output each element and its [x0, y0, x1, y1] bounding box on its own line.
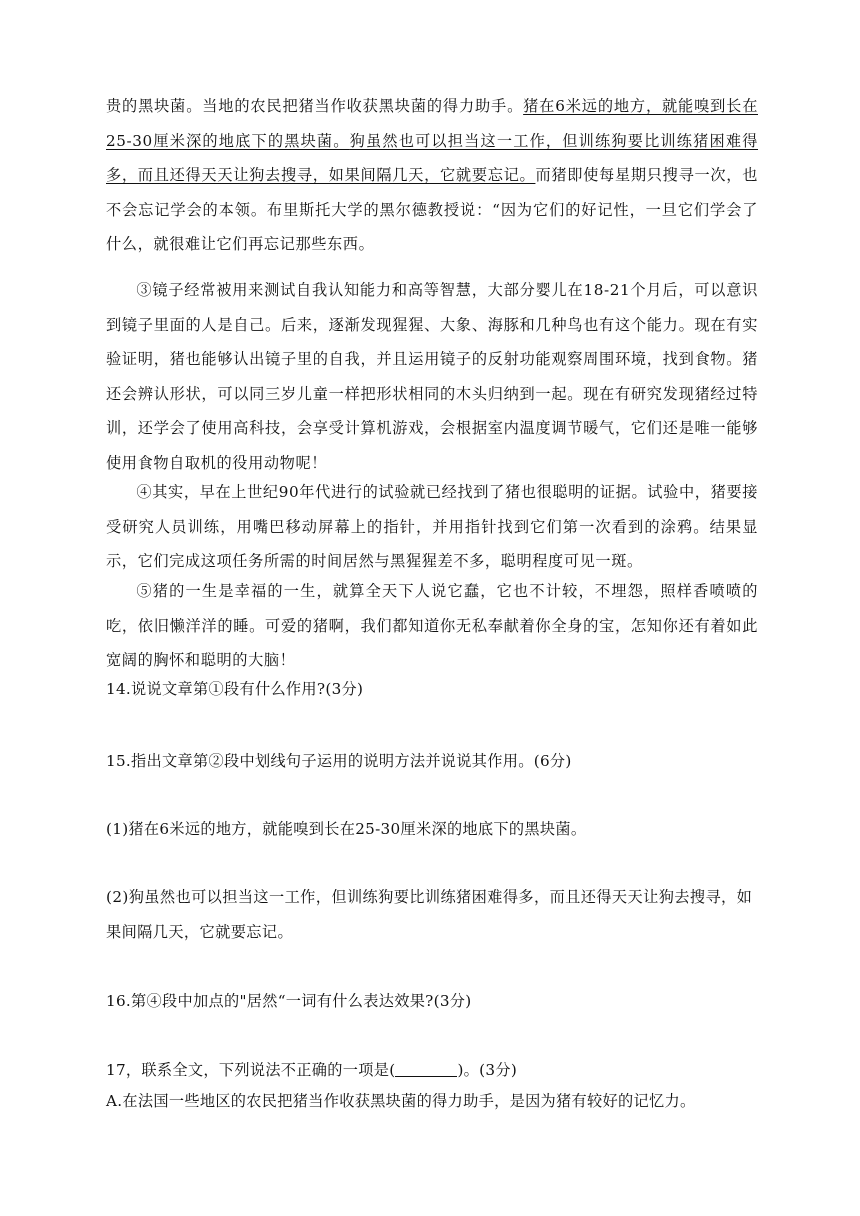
paragraph-4: ④其实，早在上世纪90年代进行的试验就已经找到了猪也很聪明的证据。试验中，猪要接受研究人员训练，用嘴巴移动屏幕上的指针，并用指针找到它们第一次看到的涂鸦。结果显示，它们完成这项任务所需的时间居然与黑猩猩差不多，聪明程度可见一斑。: [106, 483, 758, 570]
underlined-sentence-2: 狗虽然也可以担当这一工作，但训练狗要比训练猪困难得多，而且还得天天让狗去搜寻，如果间隔几天，它就要忘记。: [106, 131, 759, 184]
paragraph-5: ⑤猪的一生是幸福的一生，就算全天下人说它蠢，它也不计较，不埋怨，照样香喷喷的吃，依旧懒洋洋的睡。可爱的猪啊，我们都知道你无私奉献着你全身的宝，怎知你还有着如此宽阔的胸怀和聪明的大脑！: [106, 582, 758, 669]
question-15-item-1: (1)猪在6米远的地方，就能嗅到长在25-30厘米深的地底下的黑块菌。: [106, 820, 587, 838]
question-17-suffix: )。(3分): [457, 1061, 518, 1079]
para2-text-end: 而猪即使每星期只搜寻一次，也不会忘记学会的本领。布里斯托大学的黑尔德教授说：“因为它们的好记性，一旦它们学会了什么，就很难让它们再忘记那些东西。: [106, 166, 758, 253]
question-17-option-a: A.在法国一些地区的农民把猪当作收获黑块菌的得力助手，是因为猪有较好的记忆力。: [106, 1092, 696, 1110]
question-17: [106, 1053, 758, 1088]
question-17-prefix: 17，联系全文，下列说法不正确的一项是(: [106, 1061, 396, 1079]
paragraph-2-continued: [106, 89, 758, 262]
question-16: 16.第④段中加点的"居然“一词有什么表达效果?(3分): [106, 992, 472, 1010]
paragraph-3: ③镜子经常被用来测试自我认知能力和高等智慧，大部分婴儿在18-21个月后，可以意识到镜子里面的人是自己。后来，逐渐发现猩猩、大象、海豚和几种鸟也有这个能力。现在有实验证明，猪也能够认出镜子里的自我，并且运用镜子的反射功能观察周围环境，找到食物。猪还会辨认形状，可以同三岁儿童一样把形状相同的木头归纳到一起。现在有研究发现猪经过特训，还学会了使用高科技，会享受计算机游戏，会根据室内温度调节暖气，它们还是唯一能够使用食物自取机的役用动物呢！: [106, 281, 758, 472]
underlined-sentence-1: 猪在6米远的地方，就能嗅到长在25-30厘米深的地底下的黑块菌。: [106, 97, 758, 150]
answer-blank[interactable]: [395, 1060, 457, 1077]
question-15: 15.指出文章第②段中划线句子运用的说明方法并说说其作用。(6分): [106, 752, 572, 770]
para2-text-start: 贵的黑块菌。当地的农民把猪当作收获黑块菌的得力助手。: [106, 97, 524, 115]
question-15-item-2: (2)狗虽然也可以担当这一工作，但训练狗要比训练猪困难得多，而且还得天天让狗去搜寻，如果间隔几天，它就要忘记。: [106, 888, 753, 941]
question-14: 14.说说文章第①段有什么作用?(3分): [106, 680, 364, 698]
